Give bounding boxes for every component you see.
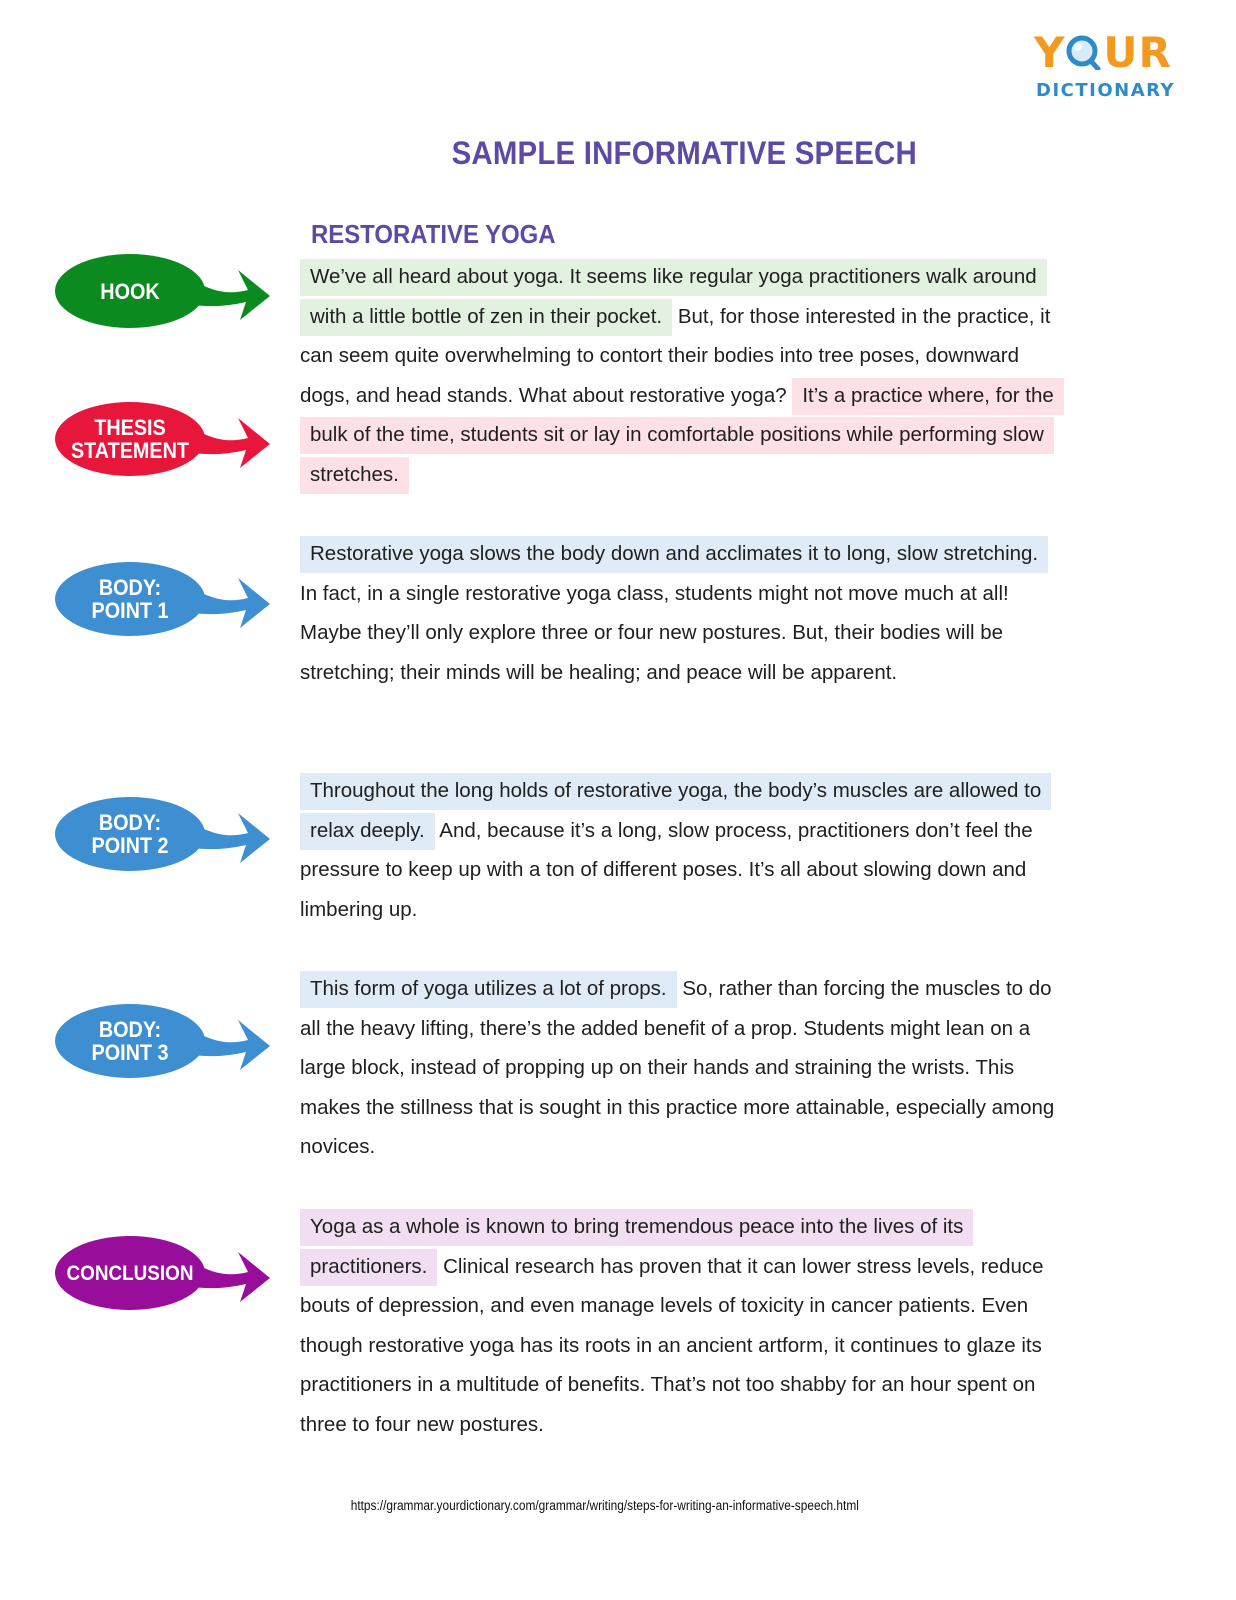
body2-text: And, because it’s a long, slow process, practitioners don’t feel the pressure to keep up with a ton of different poses. It’s all about slowing down and limbering up. [300,818,1033,921]
logo-wordmark-bottom: DICTIONARY [1036,80,1176,101]
body3-highlight: This form of yoga utilizes a lot of props. [300,971,677,1008]
callout-body-point-3 [52,1000,274,1082]
intro-text: But, for those interested in the practice, it can seem quite overwhelming to contort their bodies into tree poses, downward dogs, and head stands. What about restorative yoga? [300,304,1051,407]
callout-conclusion [52,1232,274,1314]
section-title: RESTORATIVE YOGA [311,219,556,249]
hook-highlight: We’ve all heard about yoga. It seems like regular yoga practitioners walk around with a little bottle of zen in their pocket. [300,259,1047,336]
callout-body-point-1 [52,558,274,640]
body1-text: In fact, in a single restorative yoga class, students might not move much at all! Maybe they’ll only explore three or four new postures. But, their bodies will be stretching; their minds will be healing; and peace will be apparent. [300,581,1009,684]
yourdictionary-logo[interactable] [1034,30,1184,102]
paragraph-body-point-1 [300,534,1070,692]
logo-letter-y: Y [1034,28,1066,77]
callout-body2-label: BODY: POINT 2 [91,810,169,858]
source-url[interactable]: https://grammar.yourdictionary.com/grammar/writing/steps-for-writing-an-informative-speech.html [350,1498,859,1513]
body2-highlight: Throughout the long holds of restorative yoga, the body’s muscles are allowed to relax deeply. [300,773,1051,850]
callout-body1-label: BODY: POINT 1 [91,575,169,623]
callout-hook [52,250,274,332]
body3-text: So, rather than forcing the muscles to do all the heavy lifting, there’s the added benefit of a prop. Students might lean on a large block, instead of propping up on their hands and straining the wrists. This makes the stillness that is sought in this practice more attainable, especially among novices. [300,977,1055,1159]
thesis-highlight: It’s a practice where, for the bulk of the time, students sit or lay in comfortable positions while performing slow stretches. [300,378,1064,494]
paragraph-conclusion [300,1207,1070,1445]
logo-wordmark-top [1034,30,1172,76]
callout-conclusion-label: CONCLUSION [66,1261,194,1285]
conclusion-highlight: Yoga as a whole is known to bring tremendous peace into the lives of its practitioners. [300,1209,973,1286]
callout-thesis-label: THESIS STATEMENT [70,415,190,463]
callout-thesis [52,398,274,480]
conclusion-text: Clinical research has proven that it can lower stress levels, reduce bouts of depression, and even manage levels of toxicity in cancer patients. Even though restorative yoga has its roots in an ancient artform, it continues to glaze its practitioners in a multitude of benefits. That’s not too shabby for an hour spent on three to four new postures. [300,1254,1044,1436]
paragraph-body-point-2 [300,771,1070,929]
callout-hook-label: HOOK [100,278,160,304]
page-title: SAMPLE INFORMATIVE SPEECH [451,135,917,171]
body1-highlight: Restorative yoga slows the body down and acclimates it to long, slow stretching. [300,536,1048,573]
paragraph-body-point-3 [300,969,1070,1167]
logo-letters-ur: UR [1103,28,1172,77]
callout-body3-label: BODY: POINT 3 [91,1017,169,1065]
magnifier-icon [1065,33,1103,69]
paragraph-intro [300,257,1070,495]
callout-body-point-2 [52,793,274,875]
